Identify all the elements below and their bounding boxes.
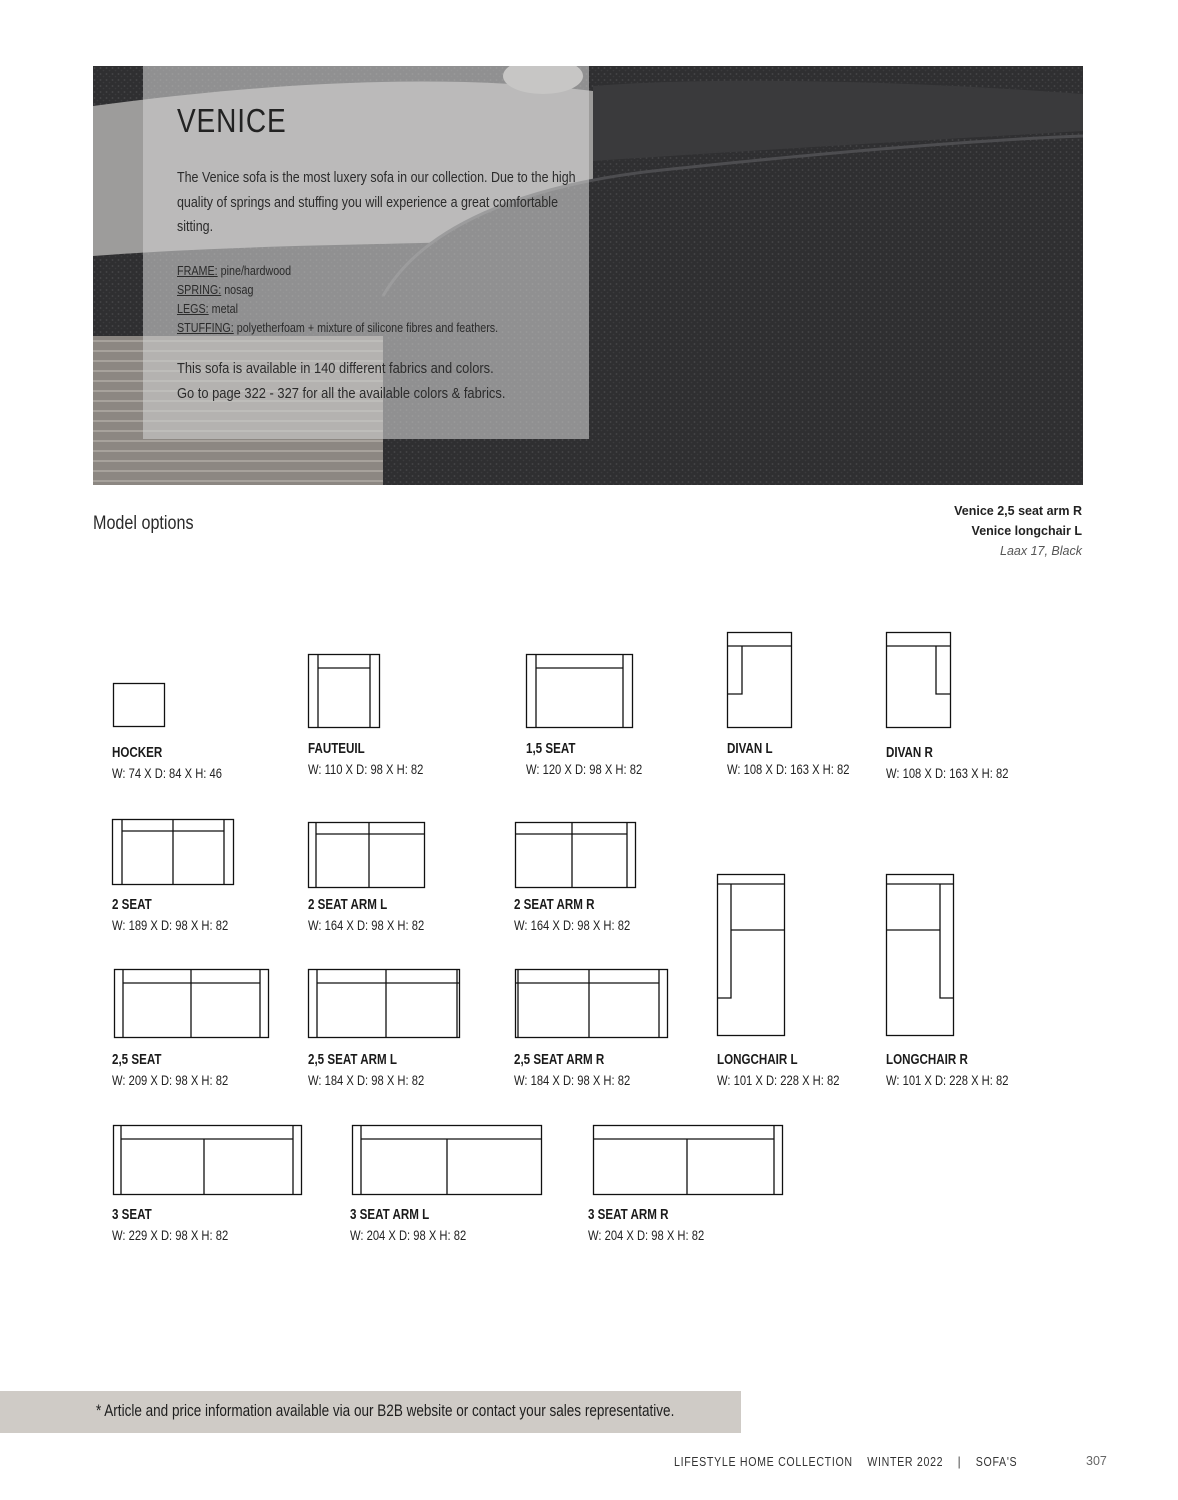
longchair-r-diagram	[886, 874, 954, 1036]
footer-note-band	[0, 1391, 741, 1433]
photo-caption	[954, 501, 1082, 561]
two-seat-diagram	[112, 819, 234, 885]
module-name: LONGCHAIR R	[886, 1052, 968, 1068]
running-title: LIFESTYLE HOME COLLECTION WINTER 2022 | SOFA'S	[674, 1455, 1018, 1469]
module-name: 3 SEAT ARM R	[588, 1207, 669, 1223]
spec-frame: FRAME: pine/hardwood	[177, 264, 292, 278]
caption-line-1: Venice 2,5 seat arm R	[954, 504, 1082, 518]
module-dimensions: W: 74 X D: 84 X H: 46	[112, 765, 222, 781]
two-and-half-seat-diagram	[114, 969, 269, 1038]
model-options-heading: Model options	[93, 513, 194, 534]
module-name: 2,5 SEAT ARM R	[514, 1052, 605, 1068]
fauteuil-diagram	[308, 654, 380, 728]
module-name: 2 SEAT ARM R	[514, 897, 595, 913]
info-panel	[143, 66, 589, 439]
spec-list	[177, 262, 498, 338]
module-name: DIVAN L	[727, 741, 773, 757]
availability-text	[177, 356, 590, 406]
module-dimensions: W: 204 X D: 98 X H: 82	[350, 1227, 467, 1243]
module-dimensions: W: 164 X D: 98 X H: 82	[308, 917, 425, 933]
divan-r-diagram	[886, 632, 951, 728]
spec-spring: SPRING: nosag	[177, 283, 254, 297]
page-number: 307	[1086, 1454, 1107, 1468]
module-name: 2 SEAT	[112, 897, 152, 913]
module-dimensions: W: 189 X D: 98 X H: 82	[112, 917, 229, 933]
module-dimensions: W: 204 X D: 98 X H: 82	[588, 1227, 705, 1243]
three-seat-diagram	[113, 1125, 302, 1195]
two-and-half-seat-arm-r-diagram	[515, 969, 668, 1038]
hocker-diagram	[113, 683, 165, 727]
two-and-half-seat-arm-l-diagram	[308, 969, 460, 1038]
module-dimensions: W: 110 X D: 98 X H: 82	[308, 761, 424, 777]
module-dimensions: W: 209 X D: 98 X H: 82	[112, 1072, 229, 1088]
module-dimensions: W: 101 X D: 228 X H: 82	[886, 1072, 1009, 1088]
module-name: 2,5 SEAT	[112, 1052, 162, 1068]
two-seat-arm-r-diagram	[515, 822, 636, 888]
module-dimensions: W: 184 X D: 98 X H: 82	[308, 1072, 425, 1088]
hero-photo	[93, 66, 1083, 485]
module-dimensions: W: 184 X D: 98 X H: 82	[514, 1072, 631, 1088]
module-dimensions: W: 164 X D: 98 X H: 82	[514, 917, 631, 933]
product-description: The Venice sofa is the most luxery sofa in our collection. Due to the high quality of springs and stuffing you will experience a great comfortable sitting.	[177, 170, 576, 235]
footer-note: * Article and price information available via our B2B website or contact your sales representative.	[96, 1402, 675, 1420]
longchair-l-diagram	[717, 874, 785, 1036]
module-dimensions: W: 229 X D: 98 X H: 82	[112, 1227, 229, 1243]
module-name: DIVAN R	[886, 745, 933, 761]
module-name: 1,5 SEAT	[526, 741, 576, 757]
product-title: VENICE	[177, 102, 287, 139]
caption-line-2: Venice longchair L	[971, 524, 1082, 538]
module-dimensions: W: 108 X D: 163 X H: 82	[886, 765, 1009, 781]
three-seat-arm-r-diagram	[593, 1125, 783, 1195]
three-seat-arm-l-diagram	[352, 1125, 542, 1195]
one-and-half-seat-diagram	[526, 654, 633, 728]
module-dimensions: W: 120 X D: 98 X H: 82	[526, 761, 643, 777]
module-name: 2 SEAT ARM L	[308, 897, 388, 913]
spec-stuffing: STUFFING: polyetherfoam + mixture of silicone fibres and feathers.	[177, 321, 499, 335]
module-name: FAUTEUIL	[308, 741, 365, 757]
module-name: 3 SEAT ARM L	[350, 1207, 430, 1223]
module-dimensions: W: 108 X D: 163 X H: 82	[727, 761, 850, 777]
availability-line-2[interactable]: Go to page 322 - 327 for all the available colors & fabrics.	[177, 385, 506, 402]
two-seat-arm-l-diagram	[308, 822, 425, 888]
caption-fabric: Laax 17, Black	[1000, 544, 1082, 558]
module-dimensions: W: 101 X D: 228 X H: 82	[717, 1072, 840, 1088]
availability-line-1: This sofa is available in 140 different fabrics and colors.	[177, 360, 494, 377]
spec-legs: LEGS: metal	[177, 302, 238, 316]
module-name: HOCKER	[112, 745, 163, 761]
module-name: 2,5 SEAT ARM L	[308, 1052, 397, 1068]
module-name: LONGCHAIR L	[717, 1052, 798, 1068]
module-name: 3 SEAT	[112, 1207, 152, 1223]
divan-l-diagram	[727, 632, 792, 728]
